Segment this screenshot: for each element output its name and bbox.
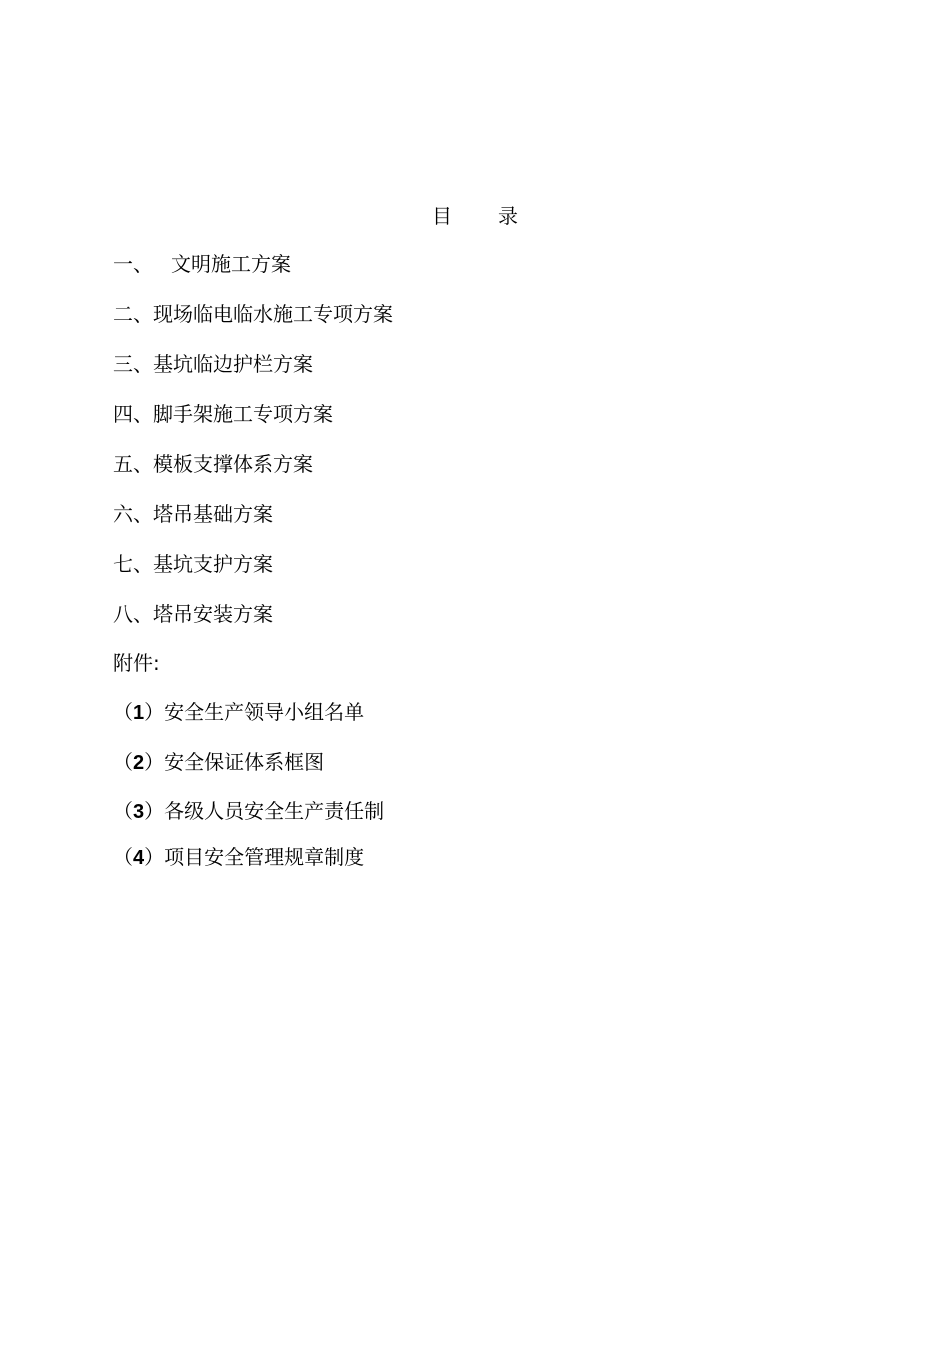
toc-item-number: 八、 [113, 602, 153, 626]
attachment-text: 项目安全管理规章制度 [164, 845, 365, 869]
attachment-text: 安全生产领导小组名单 [164, 700, 365, 724]
toc-item-number: 一、 [113, 252, 153, 276]
toc-item-text: 基坑临边护栏方案 [153, 352, 313, 376]
attachments-label: 附件: [113, 651, 160, 675]
toc-item-text: 基坑支护方案 [153, 552, 273, 576]
toc-item-text: 文明施工方案 [171, 252, 291, 276]
toc-item-text: 塔吊基础方案 [153, 502, 273, 526]
page-title [0, 200, 950, 229]
attachment-close-paren: ） [144, 799, 165, 823]
toc-item-number: 二、 [113, 302, 153, 326]
attachment-number: 2 [133, 752, 145, 774]
toc-item-text: 脚手架施工专项方案 [153, 402, 333, 426]
toc-item [113, 250, 393, 300]
attachment-close-paren: ） [144, 845, 165, 869]
toc-item-text: 现场临电临水施工专项方案 [153, 302, 393, 326]
toc-item-number: 四、 [113, 402, 153, 426]
attachment-number: 3 [133, 801, 145, 823]
toc-item-number: 七、 [113, 552, 153, 576]
attachment-open-paren: （ [113, 845, 133, 869]
toc-item [113, 350, 393, 400]
attachments-list [113, 698, 384, 883]
attachment-open-paren: （ [113, 799, 133, 823]
toc-item-number: 三、 [113, 352, 153, 376]
attachment-item [113, 843, 384, 883]
attachment-text: 安全保证体系框图 [164, 750, 325, 774]
attachment-close-paren: ） [144, 700, 165, 724]
attachment-number: 1 [133, 702, 145, 724]
attachment-open-paren: （ [113, 750, 133, 774]
attachment-item [113, 797, 384, 843]
attachment-item [113, 698, 384, 748]
toc-item [113, 400, 393, 450]
toc-item [113, 550, 393, 600]
toc-item [113, 450, 393, 500]
attachment-number: 4 [133, 847, 145, 869]
toc-item [113, 600, 393, 650]
title-char-1: 目 [432, 204, 452, 228]
toc-item-number: 六、 [113, 502, 153, 526]
toc-item-text: 塔吊安装方案 [153, 602, 273, 626]
title-char-2: 录 [498, 204, 518, 228]
toc-item-text: 模板支撑体系方案 [153, 452, 313, 476]
attachment-open-paren: （ [113, 700, 133, 724]
attachment-text: 各级人员安全生产责任制 [164, 799, 385, 823]
attachment-close-paren: ） [144, 750, 165, 774]
toc-item-number: 五、 [113, 452, 153, 476]
toc-item [113, 300, 393, 350]
toc-item [113, 500, 393, 550]
toc-list [113, 250, 393, 650]
attachment-item [113, 748, 384, 797]
